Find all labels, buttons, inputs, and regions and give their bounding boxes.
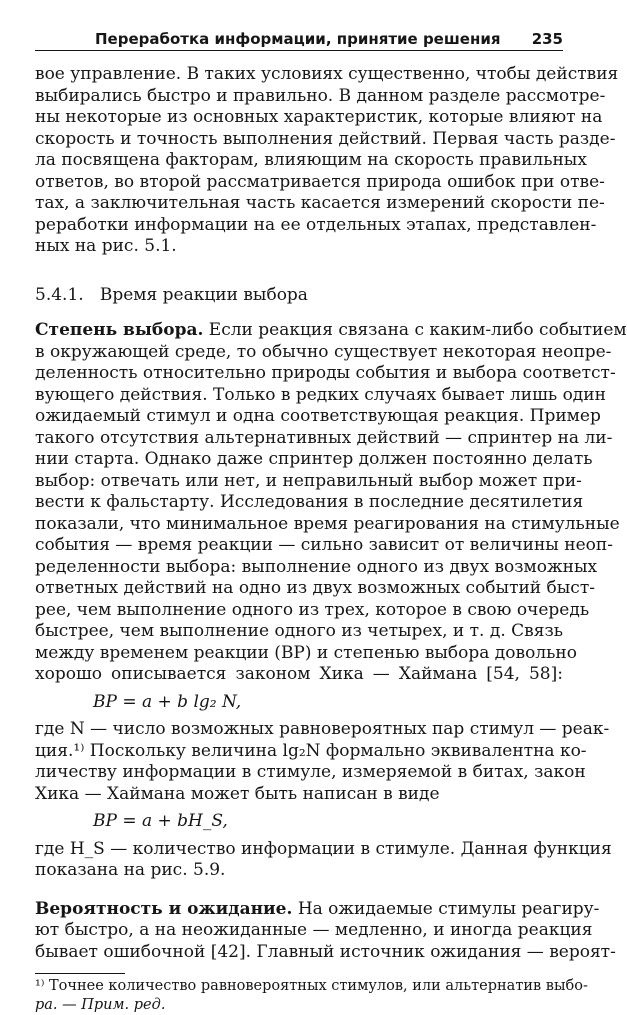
section-heading: 5.4.1. Время реакции выбора [35, 284, 308, 305]
text-line: реработки информации на ее отдельных этапах, представлен- [35, 214, 597, 235]
text-line: ределенности выбора: выполнение одного из двух возможных [35, 556, 598, 577]
text-line: ны некоторые из основных характеристик, которые влияют на [35, 107, 603, 127]
text-line: быстрее, чем выполнение одного из четырех, и т. д. Связь [35, 621, 563, 641]
text-line: показали, что минимальное время реагирования на стимульные [35, 513, 620, 534]
text-line: ных на рис. 5.1. [35, 236, 177, 256]
text-line: между временем реакции (ВР) и степенью выбора довольно [35, 642, 577, 663]
text-line: ожидаемый стимул и одна соответствующая реакция. Пример [35, 406, 601, 426]
choice-paragraph [35, 320, 627, 686]
paragraph-heading: Вероятность и ожидание. [35, 898, 293, 919]
text-line: выбирались быстро и правильно. В данном разделе рассмотре- [35, 85, 606, 106]
text-line: нии старта. Однако даже спринтер должен постоянно делать [35, 449, 593, 469]
text-line: ответов, во второй рассматривается природа ошибок при отве- [35, 171, 605, 192]
text-line: где N — число возможных равновероятных пар стимул — реак- [35, 719, 610, 739]
text-line: такого отсутствия альтернативных действий — спринтер на ли- [35, 427, 613, 448]
text-line: вести к фальстарту. Исследования в последние десятилетия [35, 492, 584, 512]
text-line: вое управление. В таких условиях существенно, чтобы действия [35, 64, 619, 84]
text-line: в окружающей среде, то обычно существует некоторая неопре- [35, 341, 612, 362]
text-line: события — время реакции — сильно зависит от величины неоп- [35, 535, 613, 555]
text-line: ют быстро, а на неожиданные — медленно, и иногда реакция [35, 920, 593, 940]
text-line: деленность относительно природы события и выбора соответст- [35, 363, 616, 383]
function-description [35, 838, 612, 882]
running-title: Переработка информации, принятие решения [95, 30, 501, 48]
text-line: показана на рис. 5.9. [35, 860, 226, 880]
page-body [35, 64, 627, 1015]
running-header [35, 30, 563, 51]
text-line: где H_S — количество информации в стимуле. Данная функция [35, 838, 612, 859]
text-line: бывает ошибочной [42]. Главный источник ожидания — вероят- [35, 941, 616, 962]
text-line: Хика — Хаймана может быть написан в виде [35, 783, 440, 804]
text-line [35, 898, 600, 921]
page-number: 235 [531, 30, 563, 48]
footnote [35, 977, 588, 1015]
intro-paragraph [35, 64, 619, 258]
text-line: тах, а заключительная часть касается измерений скорости пе- [35, 193, 605, 213]
paragraph-heading: Степень выбора. [35, 320, 204, 340]
text-line: ция.¹⁾ Поскольку величина lg₂N формально эквивалентна ко- [35, 740, 587, 761]
text-line: выбор: отвечать или нет, и неправильный выбор может при- [35, 470, 582, 491]
text-line: ответных действий на одно из двух возможных событий быст- [35, 578, 595, 598]
text-line: ла посвящена факторам, влияющим на скорость правильных [35, 150, 587, 170]
text-line: рее, чем выполнение одного из трех, которое в свою очередь [35, 599, 590, 620]
text-line: скорость и точность выполнения действий. Первая часть разде- [35, 128, 616, 149]
hick-hyman-formula: ВР = a + b lg₂ N, [93, 691, 242, 712]
text-run: Если реакция связана с каким-либо событием [208, 320, 627, 340]
text-line [35, 320, 627, 342]
text-line: хорошо описывается законом Хика — Хаймана [54, 58]: [35, 664, 563, 684]
footnote-line: ¹⁾ Точнее количество равновероятных стимулов, или альтернатив выбо- [35, 978, 588, 994]
information-formula: ВР = a + bH_S, [93, 811, 228, 831]
text-line: личеству информации в стимуле, измеряемой в битах, закон [35, 762, 586, 782]
text-run: На ожидаемые стимулы реагиру- [297, 898, 600, 919]
formula-explanation [35, 719, 610, 805]
footnote-divider [35, 973, 125, 974]
text-line: вующего действия. Только в редких случаях бывает лишь один [35, 384, 606, 405]
probability-paragraph [35, 898, 616, 964]
footnote-line: ра. — Прим. ред. [35, 997, 166, 1013]
